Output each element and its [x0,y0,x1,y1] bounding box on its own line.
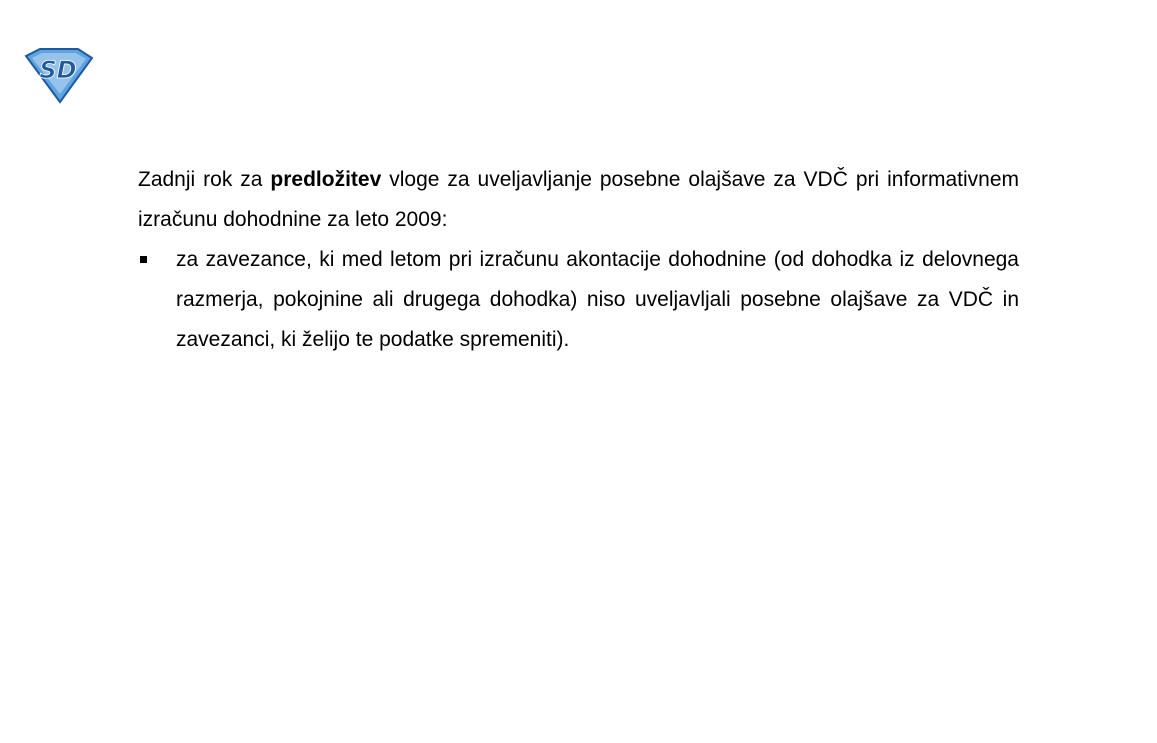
intro-text-after: vloge za uveljavljanje posebne olajšave za VDČ pri informativnem izračunu dohodnine za leto 2009: [138,168,1019,231]
bullet-list [138,240,1019,360]
intro-text-bold: predložitev [270,168,382,191]
logo-lettering: SD [39,56,77,84]
list-item-text: za zavezance, ki med letom pri izračunu akontacije dohodnine (od dohodka iz delovnega razmerja, pokojnine ali drugega dohodka) niso uveljavljali posebne olajšave za VDČ in zavezanci, ki želijo te podatke spremeniti). [176,248,1019,351]
list-item [138,240,1019,360]
shield-logo-icon [22,46,96,104]
document-body [138,160,1019,360]
square-bullet-icon [140,256,147,263]
intro-paragraph [138,160,1019,240]
logo [22,46,96,104]
intro-text-before: Zadnji rok za [138,168,271,191]
